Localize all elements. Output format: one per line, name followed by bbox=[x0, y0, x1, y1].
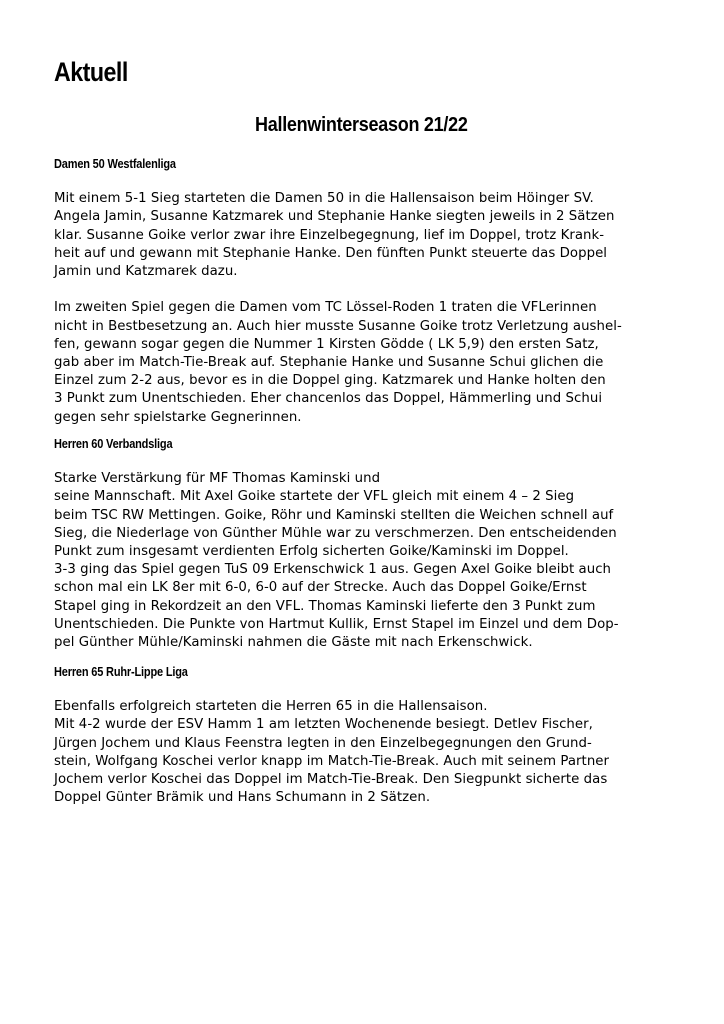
section-damen-50 bbox=[54, 156, 674, 427]
section-heading bbox=[54, 664, 674, 680]
page-title: Aktuell bbox=[54, 57, 128, 87]
spacer bbox=[54, 281, 674, 299]
paragraph: Starke Verstärkung für MF Thomas Kaminski und seine Mannschaft. Mit Axel Goike startete der VFL gleich mit einem 4 – 2 Sieg beim TSC RW Mettingen. Goike, Röhr und Kaminski stellten die Weichen schnell auf Sieg, die Niederlage von Günther Mühle war zu verschmerzen. Den entscheidenden Punkt zum insgesamt verdienten Erfolg sicherten Goike/Kaminski im Doppel. 3-3 ging das Spiel gegen TuS 09 Erkenschwick 1 aus. Gegen Axel Goike bleibt auch schon mal ein LK 8er mit 6-0, 6-0 auf der Strecke. Auch das Doppel Goike/Ernst Stapel ging in Rekordzeit an den VFL. Thomas Kaminski lieferte den 3 Punkt zum Unentschieden. Die Punkte von Hartmut Kullik, Ernst Stapel im Einzel und dem Dop- pel Günther Mühle/Kaminski nahmen die Gäste mit nach Erkenschwick. bbox=[54, 471, 619, 651]
section-heading bbox=[54, 156, 674, 172]
paragraph: Im zweiten Spiel gegen die Damen vom TC Lössel-Roden 1 traten die VFLerinnen nicht in Bestbesetzung an. Auch hier musste Susanne Goike trotz Verletzung aushel- fen, gewann sogar gegen die Nummer 1 Kirsten Gödde ( LK 5,9) den ersten Satz, gab aber im Match-Tie-Break auf. Stephanie Hanke und Susanne Schui glichen die Einzel zum 2-2 aus, bevor es in die Doppel ging. Katzmarek und Hanke holten den 3 Punkt zum Unentschieden. Eher chancenlos das Doppel, Hämmerling und Schui gegen sehr spielstarke Gegnerinnen. bbox=[54, 300, 622, 425]
spacer bbox=[54, 172, 674, 190]
section-heading-text: Herren 60 Verbandsliga bbox=[54, 437, 173, 451]
section-herren-65 bbox=[54, 664, 674, 807]
season-title bbox=[0, 112, 724, 138]
paragraph: Ebenfalls erfolgreich starteten die Herren 65 in die Hallensaison. Mit 4-2 wurde der ESV Hamm 1 am letzten Wochenende besiegt. Detlev Fischer, Jürgen Jochem und Klaus Feenstra legten in den Einzelbegegnungen den Grund- stein, Wolfgang Koschei verlor knapp im Match-Tie-Break. Auch mit seinem Partner Jochem verlor Koschei das Doppel im Match-Tie-Break. Den Siegpunkt sicherte das Doppel Günter Brämik und Hans Schumann in 2 Sätzen. bbox=[54, 699, 610, 806]
section-heading bbox=[54, 436, 674, 452]
spacer bbox=[54, 680, 674, 698]
spacer bbox=[54, 452, 674, 470]
section-herren-60 bbox=[54, 436, 674, 652]
section-heading-text: Damen 50 Westfalenliga bbox=[54, 157, 176, 171]
season-title-text: Hallenwinterseason 21/22 bbox=[255, 114, 468, 136]
paragraph: Mit einem 5-1 Sieg starteten die Damen 50 in die Hallensaison beim Höinger SV. Angela Jamin, Susanne Katzmarek und Stephanie Hanke siegten jeweils in 2 Sätzen klar. Susanne Goike verlor zwar ihre Einzelbegegnung, lief im Doppel, trotz Krank- heit auf und gewann mit Stephanie Hanke. Den fünften Punkt steuerte das Doppel Jamin und Katzmarek dazu. bbox=[54, 191, 615, 279]
section-heading-text: Herren 65 Ruhr-Lippe Liga bbox=[54, 665, 188, 679]
